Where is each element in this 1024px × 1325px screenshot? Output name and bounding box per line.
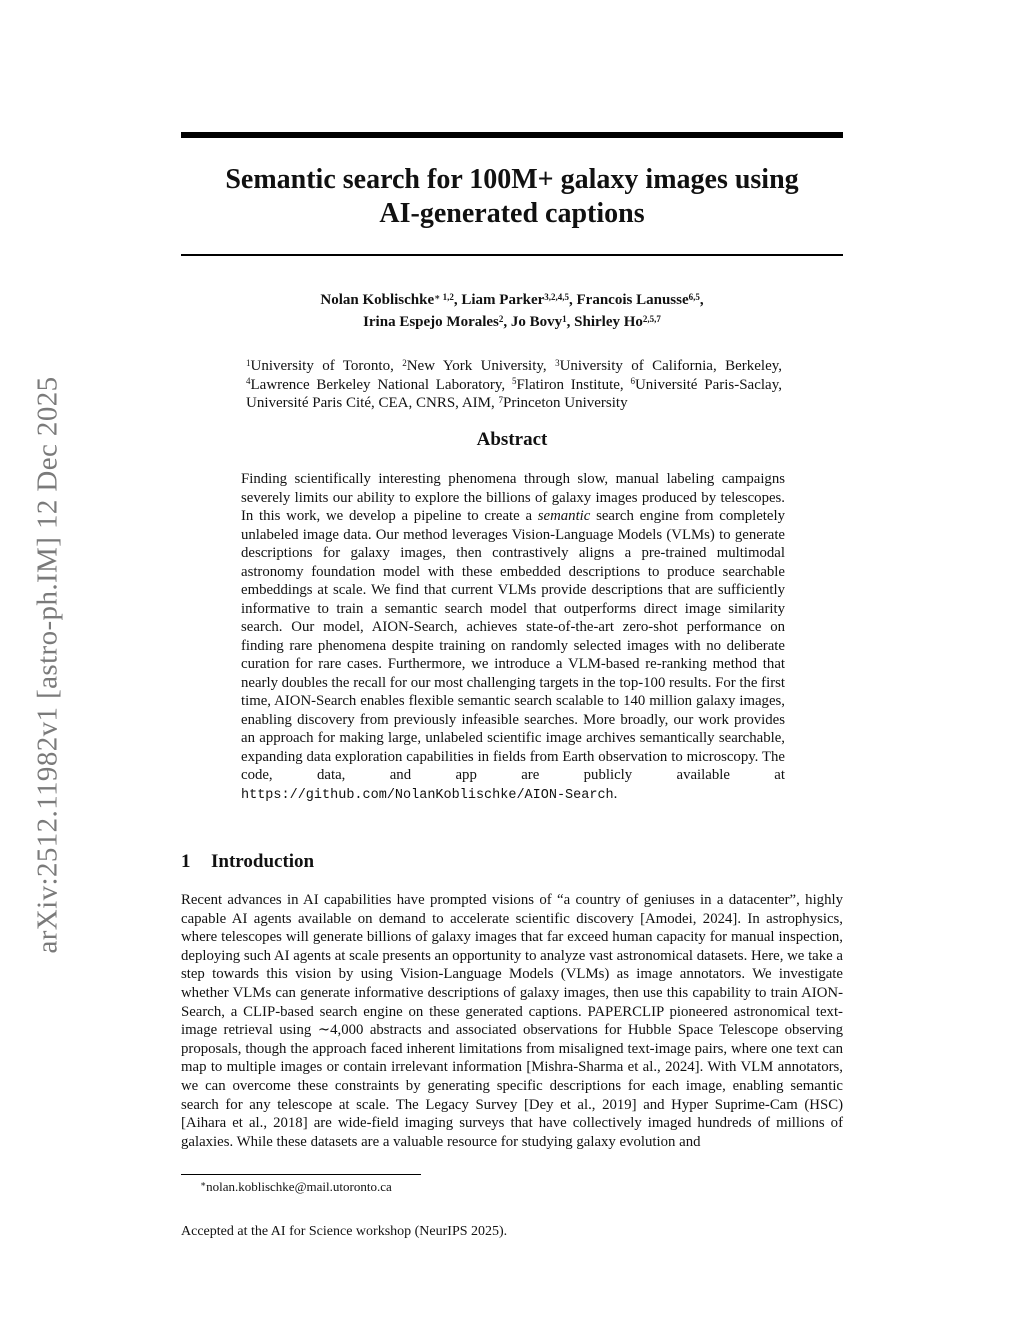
affiliation-text: Flatiron Institute, <box>516 376 631 393</box>
affiliation-number: 6 <box>630 376 635 386</box>
affiliation-number: 5 <box>511 376 517 386</box>
affiliation-number: 7 <box>498 394 504 405</box>
author-affiliation-mark: 6,5 <box>688 291 700 302</box>
author-separator: , <box>566 314 575 330</box>
affiliation-number: 3 <box>555 357 560 368</box>
title-bottom-rule <box>181 254 843 256</box>
author-name: Shirley Ho <box>574 314 643 330</box>
author-affiliation-mark: 1 <box>562 313 567 324</box>
footnote-rule <box>181 1174 421 1175</box>
author-separator: , <box>569 292 577 308</box>
abstract-text: Finding scientifically interesting phenomena through slow, manual labeling campaigns severely limits our ability to explore the billions of galaxy images produced by telescopes. In this work, we develop a pipeline to create a <box>241 471 785 524</box>
author-affiliation-mark: 2,5,7 <box>642 313 661 324</box>
author-name: Irina Espejo Morales <box>363 314 499 330</box>
affiliations <box>246 357 782 413</box>
affiliation-text: Université Paris-Saclay, Université Paris Cité, CEA, CNRS, AIM, <box>246 376 782 411</box>
author-name: Liam Parker <box>461 292 545 308</box>
paper-title <box>181 163 843 231</box>
title-line-1: Semantic search for 100M+ galaxy images using <box>225 164 799 195</box>
introduction-paragraph: Recent advances in AI capabilities have prompted visions of “a country of geniuses in a datacenter”, highly capable AI agents available on demand to accelerate scientific discovery [Amodei, 2024]. In astrophysics, where telescopes will generate billions of galaxy images that far exceed human capacity for manual inspection, deploying such AI agents at scale presents an opportunity to analyze vast astronomical datasets. Here, we take a step towards this vision by using Vision-Language Models (VLMs) as image annotators. We investigate whether VLMs can generate informative descriptions of galaxy images, then use this capability to train AION-Search, a CLIP-based search engine on these generated captions. PAPERCLIP pioneered astronomical text-image retrieval using ∼4,000 abstracts and associated observations for Hubble Space Telescope observing proposals, though the approach faced inherent limitations from misaligned text-image pairs, where one text can map to multiple images or contain irrelevant information [Mishra-Sharma et al., 2024]. With VLM annotators, we can overcome these constraints by generating specific descriptions for each image, enabling semantic search for any telescope at scale. The Legacy Survey [Dey et al., 2019] and Hyper Suprime-Cam (HSC) [Aihara et al., 2018] are wide-field imaging surveys that have collectively imaged hundreds of millions of galaxies. While these datasets are a valuable resource for studying galaxy evolution and <box>181 892 843 1150</box>
author-separator: , <box>699 292 704 308</box>
affiliation-text: University of California, Berkeley, <box>559 358 782 374</box>
affiliation-number: 4 <box>246 376 251 386</box>
arxiv-identifier-text: arXiv:2512.11982v1 [astro-ph.IM] 12 Dec 2025 <box>31 376 64 954</box>
author-name: Jo Bovy <box>510 314 563 330</box>
author-separator: , <box>503 314 511 330</box>
affiliation-number: 1 <box>246 357 251 368</box>
abstract-end: . <box>613 785 618 802</box>
affiliation-number: 2 <box>402 357 407 368</box>
abstract-body <box>241 470 785 805</box>
affiliation-text: University of Toronto, <box>250 358 403 374</box>
affiliation-text: New York University, <box>406 358 556 374</box>
author-name: Nolan Koblischke <box>320 292 435 308</box>
author-affiliation-mark: 3,2,4,5 <box>544 291 570 302</box>
affiliation-text: Princeton University <box>503 395 628 411</box>
author-list <box>181 289 843 333</box>
author-affiliation-mark: ∗ 1,2 <box>434 291 454 302</box>
author-separator: , <box>453 292 462 308</box>
author-name: Francois Lanusse <box>576 292 689 308</box>
author-email-footnote <box>200 1179 392 1195</box>
title-top-rule <box>181 132 843 138</box>
section-number: 1 <box>181 851 191 872</box>
author-affiliation-mark: 2 <box>498 313 504 324</box>
title-line-2: AI-generated captions <box>379 198 645 229</box>
abstract-emphasis: semantic <box>537 508 591 524</box>
venue-note: Accepted at the AI for Science workshop (NeurIPS 2025). <box>181 1224 508 1239</box>
footnote-mark: ∗ <box>200 1178 207 1189</box>
abstract-text-continued: search engine from completely unlabeled image data. Our method leverages Vision-Language Models (VLMs) to generate descriptions for galaxy images, then contrastively aligns a pre-trained multimodal astronomy foundation model with these embedded descriptions to produce searchable embeddings at scale. We find that current VLMs provide descriptions that are sufficiently informative to train a semantic search model that outperforms direct image similarity search. Our model, AION-Search, achieves state-of-the-art zero-shot performance on finding rare phenomena despite training on randomly selected images with no deliberate curation for rare cases. Furthermore, we introduce a VLM-based re-ranking method that nearly doubles the recall for our most challenging targets in the top-100 results. For the first time, AION-Search enables flexible semantic search scalable to 140 million galaxy images, enabling discovery from previously infeasible searches. More broadly, our work provides an approach for making large, unlabeled scientific image archives semantically searchable, expanding data exploration capabilities in fields from Earth observation to microscopy. The code, data, and app are publicly available at <box>241 508 785 783</box>
footnote-email[interactable]: nolan.koblischke@mail.utoronto.ca <box>206 1179 392 1194</box>
affiliation-text: Lawrence Berkeley National Laboratory, <box>250 376 512 393</box>
abstract-heading: Abstract <box>476 429 548 450</box>
section-heading-introduction <box>181 851 314 873</box>
section-title: Introduction <box>211 851 315 872</box>
code-repository-link[interactable]: https://github.com/NolanKoblischke/AION-Search <box>241 787 614 803</box>
arxiv-identifier-stamp <box>28 330 68 1000</box>
